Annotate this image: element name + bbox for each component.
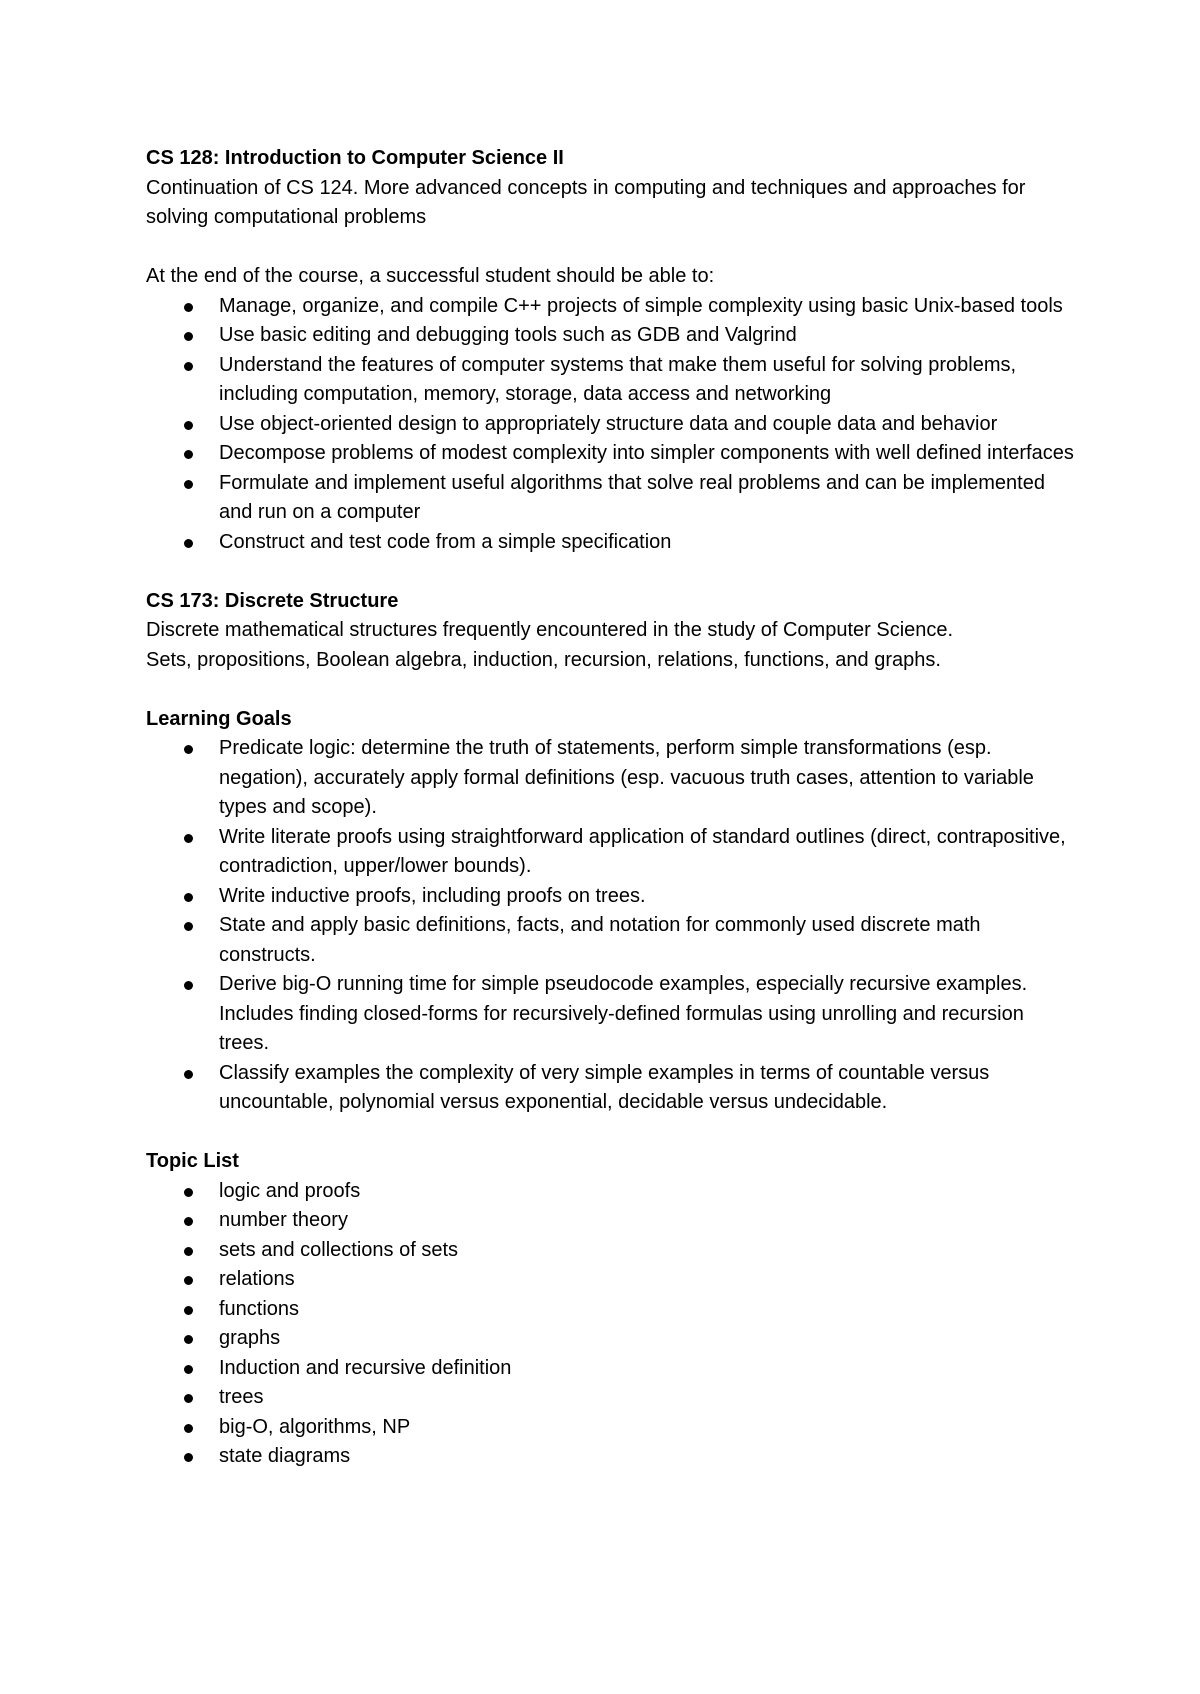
bullet-icon [184, 1247, 193, 1256]
list-item: Formulate and implement useful algorithms that solve real problems and can be implemented and run on a computer [146, 469, 1076, 528]
bullet-icon [184, 539, 193, 548]
list-item: Classify examples the complexity of very simple examples in terms of countable versus uncountable, polynomial versus exponential, decidable versus undecidable. [146, 1059, 1076, 1118]
bullet-icon [184, 922, 193, 931]
spacer [146, 557, 1076, 587]
list-item: Predicate logic: determine the truth of statements, perform simple transformations (esp. negation), accurately apply formal definitions (esp. vacuous truth cases, attention to variable types and scope). [146, 734, 1076, 823]
list-item: relations [146, 1265, 1076, 1295]
bullet-icon [184, 421, 193, 430]
bullet-icon [184, 745, 193, 754]
bullet-icon [184, 1424, 193, 1433]
topic-list [146, 1177, 1076, 1472]
bullet-icon [184, 1365, 193, 1374]
bullet-icon [184, 834, 193, 843]
learning-goals-heading: Learning Goals [146, 707, 292, 730]
list-item: Induction and recursive definition [146, 1354, 1076, 1384]
list-item: Use basic editing and debugging tools such as GDB and Valgrind [146, 321, 1076, 351]
spacer [146, 233, 1076, 263]
list-item: Manage, organize, and compile C++ projects of simple complexity using basic Unix-based tools [146, 292, 1076, 322]
list-item: number theory [146, 1206, 1076, 1236]
bullet-icon [184, 1394, 193, 1403]
cs173-title: CS 173: Discrete Structure [146, 589, 399, 612]
list-item: Use object-oriented design to appropriately structure data and couple data and behavior [146, 410, 1076, 440]
list-item: Derive big-O running time for simple pseudocode examples, especially recursive examples. Includes finding closed-forms for recursively-defined formulas using unrolling and recursion trees. [146, 970, 1076, 1059]
list-item: sets and collections of sets [146, 1236, 1076, 1266]
cs128-intro: At the end of the course, a successful student should be able to: [146, 265, 715, 287]
list-item: State and apply basic definitions, facts, and notation for commonly used discrete math constructs. [146, 911, 1076, 970]
cs173-description-line2: Sets, propositions, Boolean algebra, induction, recursion, relations, functions, and graphs. [146, 648, 941, 671]
bullet-icon [184, 1188, 193, 1197]
list-item: big-O, algorithms, NP [146, 1413, 1076, 1443]
list-item: Understand the features of computer systems that make them useful for solving problems, including computation, memory, storage, data access and networking [146, 351, 1076, 410]
bullet-icon [184, 893, 193, 902]
cs173-description-line1: Discrete mathematical structures frequently encountered in the study of Computer Science. [146, 619, 954, 641]
bullet-icon [184, 1070, 193, 1079]
list-item: Write inductive proofs, including proofs on trees. [146, 882, 1076, 912]
bullet-icon [184, 1276, 193, 1285]
list-item: trees [146, 1383, 1076, 1413]
cs128-outcomes-list [146, 292, 1076, 558]
list-item: functions [146, 1295, 1076, 1325]
list-item: state diagrams [146, 1442, 1076, 1472]
bullet-icon [184, 1217, 193, 1226]
bullet-icon [184, 450, 193, 459]
spacer [146, 1118, 1076, 1148]
spacer [146, 675, 1076, 705]
bullet-icon [184, 332, 193, 341]
bullet-icon [184, 303, 193, 312]
list-item: Write literate proofs using straightforward application of standard outlines (direct, contrapositive, contradiction, upper/lower bounds). [146, 823, 1076, 882]
list-item: Construct and test code from a simple specification [146, 528, 1076, 558]
bullet-icon [184, 362, 193, 371]
cs128-description: Continuation of CS 124. More advanced concepts in computing and techniques and approaches for solving computational problems [146, 176, 1026, 228]
topic-list-heading: Topic List [146, 1150, 239, 1172]
bullet-icon [184, 1453, 193, 1462]
list-item: graphs [146, 1324, 1076, 1354]
bullet-icon [184, 981, 193, 990]
list-item: logic and proofs [146, 1177, 1076, 1207]
document-page [146, 144, 1076, 1472]
list-item: Decompose problems of modest complexity into simpler components with well defined interfaces [146, 439, 1076, 469]
bullet-icon [184, 1335, 193, 1344]
cs128-title: CS 128: Introduction to Computer Science II [146, 147, 564, 169]
bullet-icon [184, 1306, 193, 1315]
bullet-icon [184, 480, 193, 489]
learning-goals-list [146, 734, 1076, 1118]
